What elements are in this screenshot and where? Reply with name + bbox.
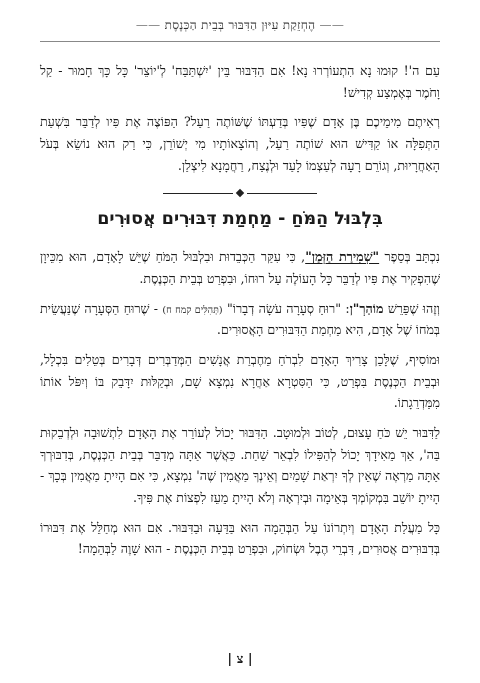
body-text — [40, 60, 440, 560]
section-title: בִּלְבּוּל הַמֹּחַ - מַחְמַת דִּבּוּרִים אֲסוּרִים — [97, 209, 383, 230]
section-paragraph-1 — [40, 246, 440, 289]
section-ornament — [40, 190, 440, 196]
header-dash-left: —— — [319, 18, 345, 32]
source-reference: (תְּהִלִּים קמח ח) — [162, 304, 223, 316]
book-title: "שְׁמִירַת הַזְּמַן" — [305, 249, 380, 265]
author-name: מוֹהַרְ"ן — [349, 300, 384, 316]
intro-paragraph-2: רְאִיתֶם מִימֵיכֶם בֶּן אָדָם שֶׁפִּיו בְּדַעְתּוֹ שֶׁשּׁוֹתֶה רַעַל? הַפּוֹצֶה אֶת פִּיו לְדַבֵּר בִּשְׁעַת הַתְּפִלָּה אוֹ קַדִּישׁ הוּא שׁוֹתֶה רַעַל, וְהוֹצָאוֹתָיו מִי יְשׁוֹרֵן, כִּי רַק הוּא נוֹשֵׂא בְּעֹל הָאַחֲרָיוּת, וְגוֹרֵם רָעָה לְעַצְמוֹ לָעַד וּלְנֶצַח, רַחֲמָנָא לִיצְלַן. — [40, 114, 440, 173]
header-dash-right: —— — [135, 18, 161, 32]
page-number: | צ | — [227, 652, 253, 667]
text-run: וְזֶהוּ שֶׁפֵּרֵשׁ — [383, 300, 440, 316]
header-title: הֶחְזֵקַת עִיּוּן הַדִּבּוּר בְּבֵית הַכְּנֶסֶת — [164, 18, 316, 32]
running-header — [40, 0, 440, 33]
header-rule — [40, 41, 440, 42]
text-run: שֶׁרוּחַ הַסְּעָרָה שֶׁנַּעֲשֵׂית בְּמֹחוֹ שֶׁל אָדָם, הִיא מַחְמַת הַדִּבּוּרִים הָאֲסוּרִים. — [40, 300, 440, 338]
text-run: - — [149, 300, 163, 316]
text-run: , כִּי עִקַּר הַכְּבֵדוּת וּבִלְבּוּל הַמֹּחַ שֶׁיֵּשׁ לָאָדָם, הוּא מִכֵּיוָן שֶׁהִפְקִיר אֶת פִּיו לְדַבֵּר כָּל הָעוֹלֶה עַל רוּחוֹ, וּבִפְרַט בְּבֵית הַכְּנֶסֶת. — [40, 249, 440, 287]
intro-paragraph-1: עַם ה'! קוּמוּ נָא הִתְעוֹרְרוּ נָא! אִם הַדִּבּוּר בֵּין 'יִשְׁתַּבַּח' לְ'יוֹצֵר' כָּל כָּךְ חָמוּר - קַל וָחֹמֶר בְּאֶמְצַע קְדִישׁ! — [40, 63, 440, 100]
section-paragraph-4: לַדִּבּוּר יֵשׁ כֹּחַ עָצוּם, לְטוֹב וּלְמוּטָב. הַדִּבּוּר יָכוֹל לְעוֹרֵר אֶת הָאָדָם לִתְשׁוּבָה וּלְדְבֵקוּת בַּה', אַךְ מֵאִידָךְ יָכוֹל לְהַפִּילוֹ לִבְאֵר שַׁחַת. כַּאֲשֶׁר אַתָּה מְדַבֵּר בְּבֵית הַכְּנֶסֶת, בְּדִבּוּרְךָ אַתָּה מַרְאֶה שֶׁאֵין לְךָ יִרְאַת שָׁמַיִם וְאֵינְךָ מַאֲמִין שֶׁה' נִמְצָא, כִּי אִם הָיִיתָ מַאֲמִין בְּכָךְ - הָיִיתָ יוֹשֵׁב בִּמְקוֹמְךָ בְּאֵימָה וּבְיִרְאָה וְלֹא הָיִיתָ מֵעֵז לִפְצוֹת אֶת פִּיךָ. — [40, 424, 440, 505]
section-paragraph-3: וּמוֹסִיף, שֶׁלָּכֵן צָרִיךְ הָאָדָם לִבְרֹחַ מֵחֶבְרַת אֲנָשִׁים הַמְּדַבְּרִים דְּבָרִים בְּטֵלִים בִּכְלָל, וּבְבֵית הַכְּנֶסֶת בִּפְרַט, כִּי הַסִּטְרָא אַחֲרָא נִמְצָא שָׁם, וּבְקַלּוּת יִדָּבֵק בּוֹ וְיִפֹּל אוֹתוֹ מִמַּדְרֵגָתוֹ. — [40, 352, 440, 411]
quote-text: : "רוּחַ סְעָרָה עֹשָׂה דְבָרוֹ" — [222, 300, 350, 316]
ornament-diamond-icon — [236, 189, 244, 197]
ornament-line — [247, 193, 317, 194]
section-paragraph-2 — [40, 298, 440, 341]
ornament-line — [163, 193, 233, 194]
section-paragraph-5: כָּל מַעֲלַת הָאָדָם וְיִתְרוֹנוֹ עַל הַבְּהֵמָה הוּא בַּדֵּעָה וּבַדִּבּוּר. אִם הוּא מְחַלֵּל אֶת דִּבּוּרוֹ בְּדִבּוּרִים אֲסוּרִים, דִּבְרֵי הֶבֶל וּשְׂחוֹק, וּבִפְרַט בְּבֵית הַכְּנֶסֶת - הוּא שָׁוֶה לַבְּהֵמָה! — [40, 519, 440, 557]
text-run: נִכְתַּב בְּסֵפֶר — [379, 249, 440, 265]
